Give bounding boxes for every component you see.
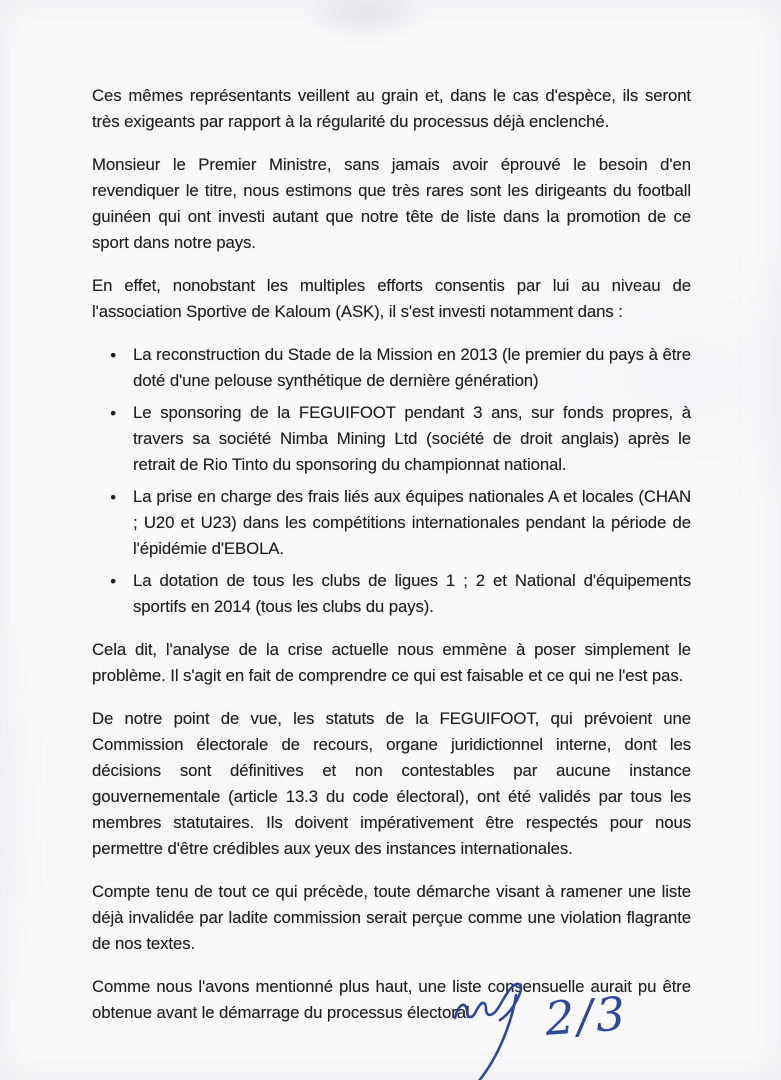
paragraph-representants: Ces mêmes représentants veillent au grain et, dans le cas d'espèce, ils seront très exigeants par rapport à la régularité du processus déjà enclenché.	[92, 86, 691, 131]
bullet-icon: ●	[110, 407, 117, 419]
paragraph-cela-dit: Cela dit, l'analyse de la crise actuelle nous emmène à poser simplement le problème. Il s'agit en fait de comprendre ce qui est faisable et ce qui ne l'est pas.	[92, 640, 691, 685]
list-item	[110, 484, 691, 562]
list-item-text: La reconstruction du Stade de la Mission en 2013 (le premier du pays à être doté d'une pelouse synthétique de dernière génération)	[133, 345, 691, 390]
handwritten-page-number: 2/3	[543, 986, 630, 1046]
list-item	[110, 342, 691, 394]
handwritten-signature-icon	[438, 970, 530, 1080]
letter-body	[92, 83, 691, 1046]
paragraph-compte-tenu: Compte tenu de tout ce qui précède, toute démarche visant à ramener une liste déjà invalidée par ladite commission serait perçue comme une violation flagrante de nos textes.	[92, 882, 691, 953]
bullet-icon: ●	[110, 491, 117, 503]
list-item-text: Le sponsoring de la FEGUIFOOT pendant 3 ans, sur fonds propres, à travers sa société Nimba Mining Ltd (société de droit anglais) après le retrait de Rio Tinto du sponsoring du championnat national.	[133, 403, 691, 474]
paragraph-en-effet: En effet, nonobstant les multiples efforts consentis par lui au niveau de l'association Sportive de Kaloum (ASK), il s'est investi notamment dans :	[92, 276, 691, 321]
list-item-text: La dotation de tous les clubs de ligues 1 ; 2 et National d'équipements sportifs en 2014 (tous les clubs du pays).	[133, 571, 691, 616]
paragraph-statuts-feguifoot: De notre point de vue, les statuts de la FEGUIFOOT, qui prévoient une Commission électorale de recours, organe juridictionnel interne, dont les décisions sont définitives et non contestables par aucune instance gouvernementale (article 13.3 du code électoral), ont été validés par tous les membres statutaires. Ils doivent impérativement être respectés pour nous permettre d'être crédibles aux yeux des instances internationales.	[92, 709, 691, 858]
list-item-text: La prise en charge des frais liés aux équipes nationales A et locales (CHAN ; U20 et U23) dans les compétitions internationales pendant la période de l'épidémie d'EBOLA.	[133, 487, 691, 558]
paragraph-comme-nous: Comme nous l'avons mentionné plus haut, une liste consensuelle aurait pu être obtenue avant le démarrage du processus électoral.	[92, 977, 691, 1022]
bullet-icon: ●	[110, 349, 117, 361]
list-item	[110, 400, 691, 478]
list-item	[110, 568, 691, 620]
investments-list	[92, 342, 691, 620]
bullet-icon: ●	[110, 575, 117, 587]
paragraph-premier-ministre: Monsieur le Premier Ministre, sans jamais avoir éprouvé le besoin d'en revendiquer le titre, nous estimons que très rares sont les dirigeants du football guinéen qui ont investi autant que notre tête de liste dans la promotion de ce sport dans notre pays.	[92, 155, 691, 252]
